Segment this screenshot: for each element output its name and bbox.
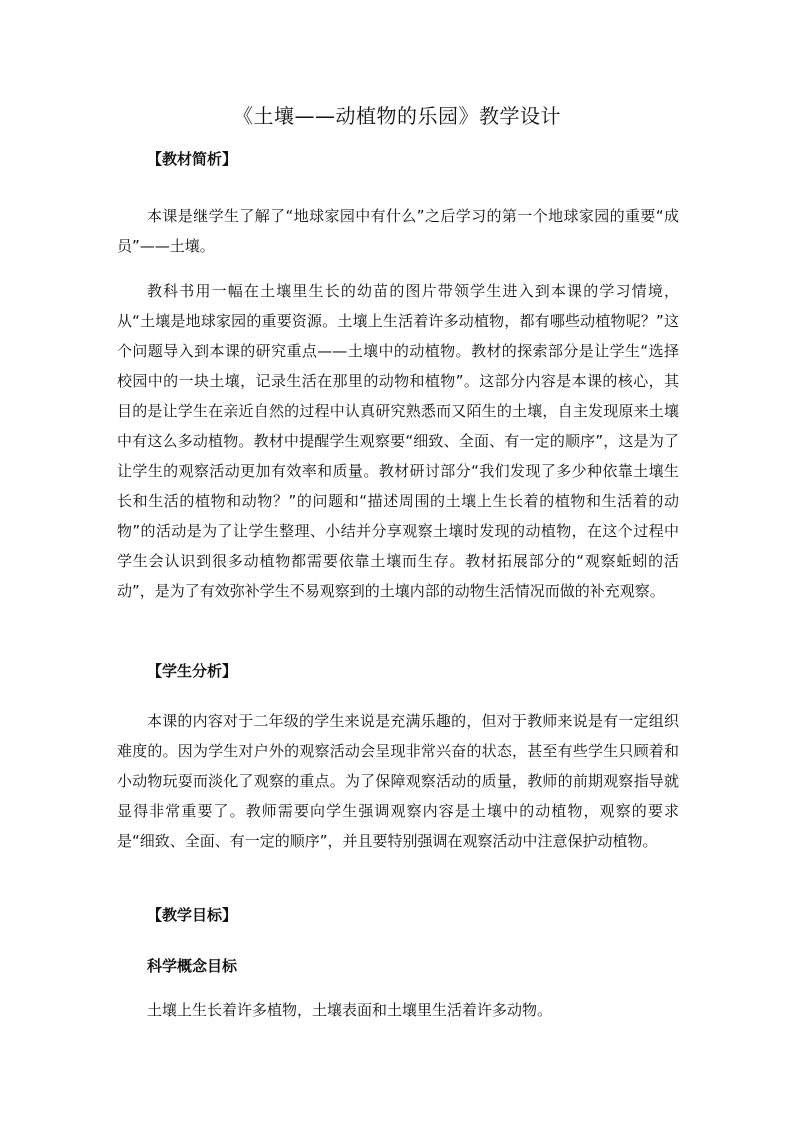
paragraph-textbook-2: 教科书用一幅在土壤里生长的幼苗的图片带领学生进入到本课的学习情境，从“土壤是地球家园的重要资源。土壤上生活着许多动植物，都有哪些动植物呢？”这个问题导入到本课的研究重点——土壤中的动植物。教材的探索部分是让学生“选择校园中的一块土壤，记录生活在那里的动物和植物”。这部分内容是本课的核心，其目的是让学生在亲近自然的过程中认真研究熟悉而又陌生的土壤，自主发现原来土壤中有这么多动植物。教材中提醒学生观察要“细致、全面、有一定的顺序”，这是为了让学生的观察活动更加有效率和质量。教材研讨部分“我们发现了多少种依靠土壤生长和生活的植物和动物？”的问题和“描述周围的土壤上生长着的植物和生活着的动物”的活动是为了让学生整理、小结并分享观察土壤时发现的动植物，在这个过程中学生会认识到很多动植物都需要依靠土壤而生存。教材拓展部分的“观察蚯蚓的活动”，是为了有效弥补学生不易观察到的土壤内部的动物生活情况而做的补充观察。 (117, 282, 679, 600)
paragraph-students-1: 本课的内容对于二年级的学生来说是充满乐趣的，但对于教师来说是有一定组织难度的。因为学生对户外的观察活动会呈现非常兴奋的状态，甚至有些学生只顾着和小动物玩耍而淡化了观察的重点。为了保障观察活动的质量，教师的前期观察指导就显得非常重要了。教师需要向学生强调观察内容是土壤中的动植物，观察的要求是“细致、全面、有一定的顺序”，并且要特别强调在观察活动中注意保护动植物。 (117, 712, 679, 850)
subheading-science-concept: 科学概念目标 (147, 957, 238, 975)
document-title: 《土壤——动植物的乐园》教学设计 (233, 104, 561, 128)
paragraph-textbook-1: 本课是继学生了解了“地球家园中有什么”之后学习的第一个地球家园的重要“成员”——土壤。 (117, 207, 679, 255)
paragraph-objectives-1: 土壤上生长着许多植物，土壤表面和土壤里生活着许多动物。 (147, 1001, 553, 1019)
section-heading-objectives: 【教学目标】 (147, 906, 238, 924)
section-heading-students: 【学生分析】 (147, 662, 238, 680)
section-heading-textbook: 【教材简析】 (147, 150, 238, 168)
